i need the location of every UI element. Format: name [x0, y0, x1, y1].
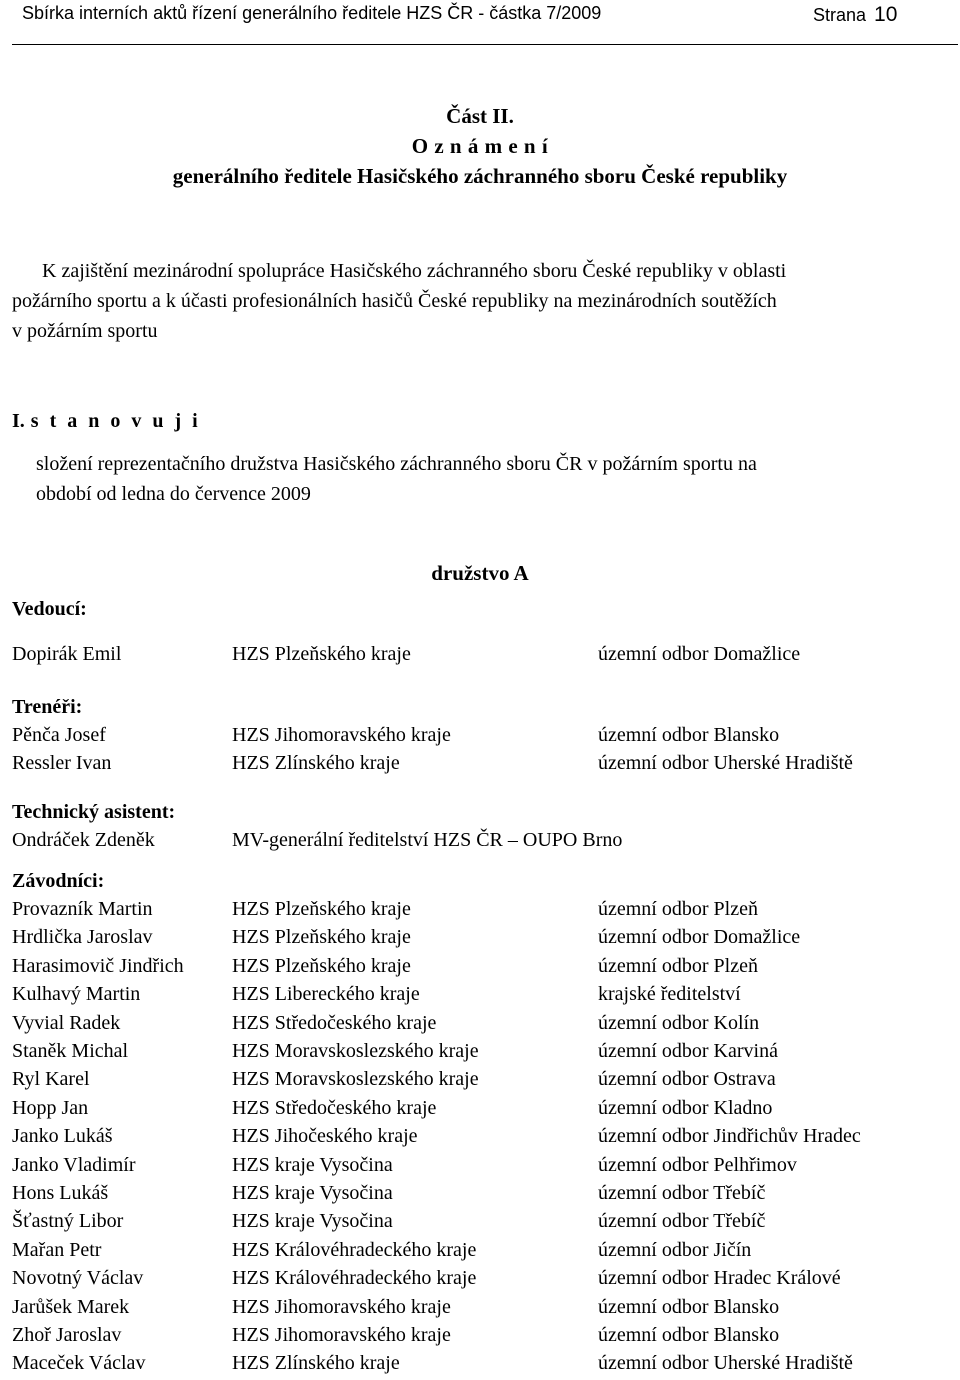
page-label: Strana [813, 5, 867, 25]
person-row [0, 1125, 960, 1153]
intro-paragraph [12, 256, 952, 346]
person-name: Šťastný Libor [12, 1210, 124, 1233]
person-office: územní odbor Pelhřimov [598, 1153, 797, 1176]
person-name: Zhoř Jaroslav [12, 1324, 122, 1346]
person-name: Dopirák Emil [12, 643, 122, 665]
person-office: územní odbor Třebíč [598, 1210, 766, 1233]
person-row [0, 1068, 960, 1096]
person-unit: HZS Středočeského kraje [232, 1011, 437, 1034]
header-divider [12, 44, 958, 45]
person-unit: HZS Moravskoslezského kraje [232, 1068, 479, 1091]
person-office: územní odbor Domažlice [598, 926, 801, 949]
person-row [0, 643, 960, 671]
person-unit: HZS Libereckého kraje [232, 983, 420, 1006]
person-office: územní odbor Blansko [598, 724, 780, 746]
intro-line-3: v požárním sportu [12, 320, 158, 342]
collection-title: Sbírka interních aktů řízení generálního ředitele HZS ČR - částka 7/2009 [22, 3, 602, 23]
person-row [0, 1324, 960, 1352]
person-name: Ryl Karel [12, 1068, 90, 1091]
person-name: Pěnča Josef [12, 724, 106, 746]
person-row [0, 983, 960, 1011]
group-label-tech: Technický asistent: [12, 801, 176, 823]
person-name: Harasimovič Jindřich [12, 954, 184, 977]
person-row [0, 1210, 960, 1238]
page-indicator [813, 3, 897, 27]
person-name: Hopp Jan [12, 1096, 89, 1119]
person-unit: HZS Plzeňského kraje [232, 954, 411, 977]
person-unit: HZS Zlínského kraje [232, 752, 400, 775]
person-office: územní odbor Blansko [598, 1324, 780, 1346]
person-name: Hons Lukáš [12, 1182, 109, 1204]
team-title: družstvo A [431, 561, 529, 585]
group-label-leader: Vedoucí: [12, 598, 87, 620]
person-name: Mařan Petr [12, 1238, 102, 1261]
person-office: územní odbor Kolín [598, 1011, 760, 1034]
group-label-competitors: Závodníci: [12, 870, 105, 892]
person-row [0, 955, 960, 983]
person-office: územní odbor Plzeň [598, 954, 758, 977]
person-name: Hrdlička Jaroslav [12, 926, 153, 949]
person-office: územní odbor Jičín [598, 1238, 752, 1261]
section-paragraph [36, 449, 956, 509]
intro-line-1: K zajištění mezinárodní spolupráce Hasičského záchranného sboru České republiky v oblasti [42, 260, 787, 282]
person-row [0, 1012, 960, 1040]
person-unit: HZS Královéhradeckého kraje [232, 1267, 477, 1290]
person-office: územní odbor Kladno [598, 1096, 773, 1119]
section-heading [12, 410, 201, 433]
person-office: územní odbor Ostrava [598, 1068, 776, 1091]
person-name: Ondráček Zdeněk [12, 829, 155, 851]
person-row [0, 1267, 960, 1295]
person-office: územní odbor Karviná [598, 1040, 778, 1062]
person-name: Jarůšek Marek [12, 1295, 130, 1318]
section-line-2: období od ledna do července 2009 [36, 483, 311, 505]
page-number: 10 [874, 3, 898, 26]
person-office: územní odbor Plzeň [598, 898, 758, 920]
person-office: územní odbor Uherské Hradiště [598, 752, 853, 775]
person-unit: HZS kraje Vysočina [232, 1153, 393, 1176]
issuer-heading: generálního ředitele Hasičského záchranného sboru České republiky [172, 164, 788, 188]
person-unit: HZS Středočeského kraje [232, 1096, 437, 1119]
person-unit: HZS Moravskoslezského kraje [232, 1040, 479, 1062]
person-unit: HZS Královéhradeckého kraje [232, 1238, 477, 1261]
person-row [0, 1239, 960, 1267]
part-heading: Část II. [446, 104, 514, 128]
person-row [0, 1040, 960, 1068]
person-office: krajské ředitelství [598, 983, 741, 1006]
person-unit: HZS kraje Vysočina [232, 1210, 393, 1233]
section-verb: s t a n o v u j i [30, 410, 201, 432]
person-name: Provazník Martin [12, 898, 153, 920]
person-office: územní odbor Uherské Hradiště [598, 1352, 853, 1375]
person-row [0, 752, 960, 780]
section-number: I. [12, 410, 25, 432]
person-unit: HZS Plzeňského kraje [232, 898, 411, 920]
person-row [0, 1296, 960, 1324]
person-row [0, 926, 960, 954]
person-name: Novotný Václav [12, 1267, 144, 1290]
person-row [0, 829, 960, 857]
person-row [0, 1182, 960, 1210]
person-row [0, 1097, 960, 1125]
person-office: územní odbor Blansko [598, 1295, 780, 1318]
person-name: Vyvial Radek [12, 1011, 121, 1034]
person-unit: HZS Zlínského kraje [232, 1352, 400, 1375]
person-unit: MV-generální ředitelství HZS ČR – OUPO Brno [232, 829, 623, 851]
person-unit: HZS Jihočeského kraje [232, 1125, 418, 1148]
person-unit: HZS Jihomoravského kraje [232, 724, 451, 746]
person-office: územní odbor Domažlice [598, 643, 801, 665]
person-office: územní odbor Hradec Králové [598, 1267, 841, 1290]
person-unit: HZS kraje Vysočina [232, 1182, 393, 1204]
person-office: územní odbor Jindřichův Hradec [598, 1125, 861, 1148]
person-name: Maceček Václav [12, 1352, 146, 1375]
group-label-coaches: Trenéři: [12, 696, 83, 718]
person-row [0, 898, 960, 926]
section-line-1: složení reprezentačního družstva Hasičského záchranného sboru ČR v požárním sportu na [36, 453, 757, 475]
person-name: Janko Vladimír [12, 1153, 136, 1176]
intro-line-2: požárního sportu a k účasti profesionálních hasičů České republiky na mezinárodních soutěžích [12, 290, 777, 312]
person-office: územní odbor Třebíč [598, 1182, 766, 1204]
person-name: Janko Lukáš [12, 1125, 113, 1148]
person-unit: HZS Plzeňského kraje [232, 643, 411, 665]
person-name: Kulhavý Martin [12, 983, 141, 1006]
person-row [0, 1352, 960, 1380]
person-unit: HZS Jihomoravského kraje [232, 1295, 451, 1318]
document-type: O z n á m e n í [411, 134, 549, 158]
person-unit: HZS Plzeňského kraje [232, 926, 411, 949]
person-unit: HZS Jihomoravského kraje [232, 1324, 451, 1346]
person-row [0, 1154, 960, 1182]
page-header [22, 0, 922, 28]
person-row [0, 724, 960, 752]
person-name: Staněk Michal [12, 1040, 129, 1062]
person-name: Ressler Ivan [12, 752, 112, 775]
